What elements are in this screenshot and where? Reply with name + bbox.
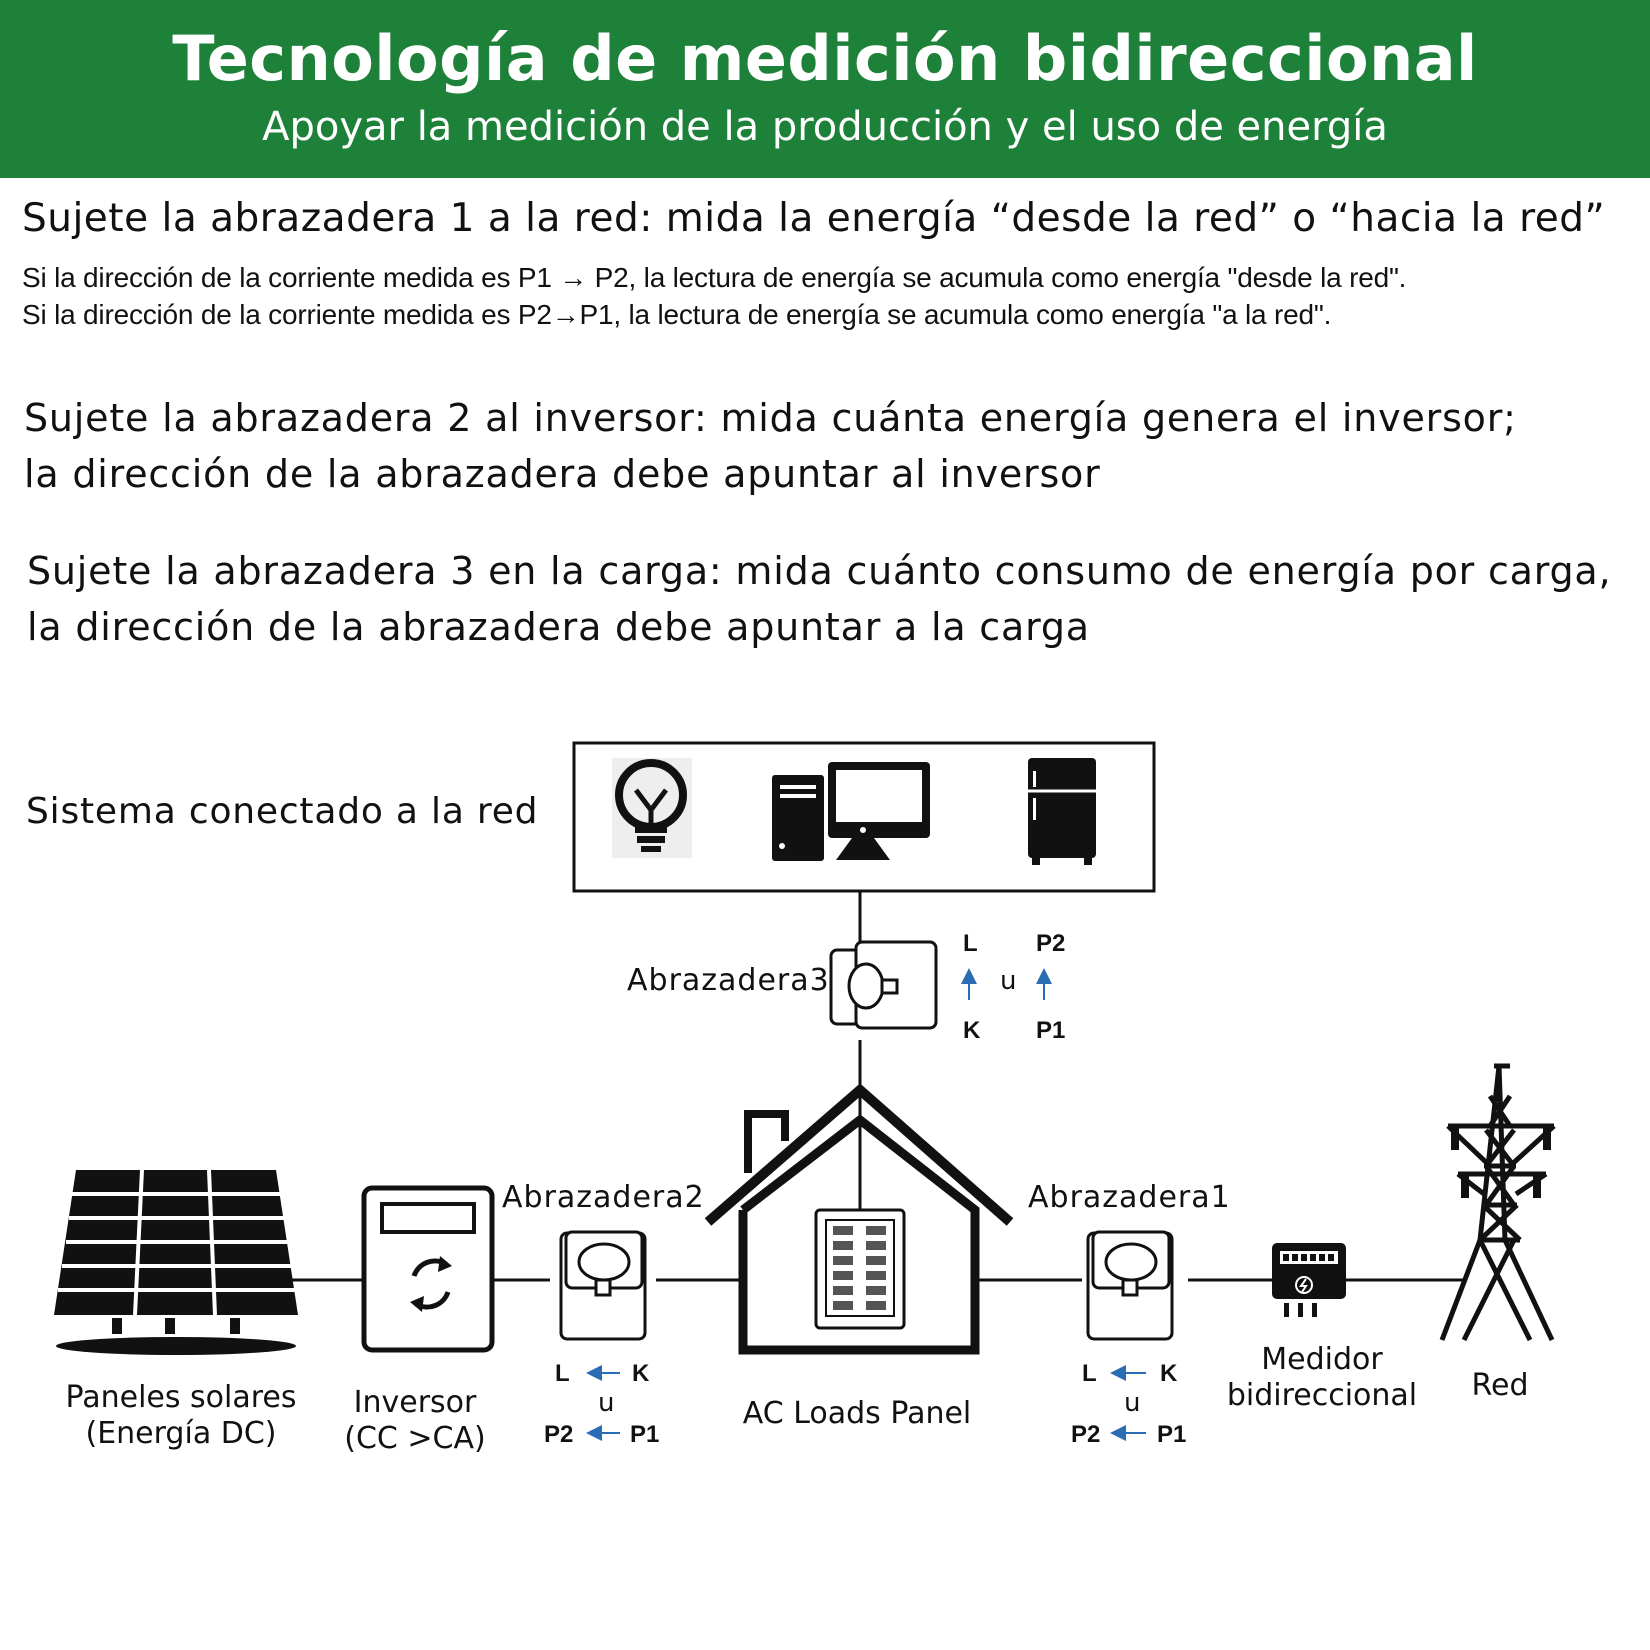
clamp3-pin-k: K <box>963 1017 981 1044</box>
solar-panels-label-line2: (Energía DC) <box>85 1416 277 1451</box>
clamp1-sensor <box>1088 1232 1172 1339</box>
page-subtitle: Apoyar la medición de la producción y el uso de energía <box>262 104 1388 150</box>
clamp2-pin-u: u <box>598 1388 615 1418</box>
clamp3-pin-l: L <box>963 930 978 957</box>
clamp2-pin-l: L <box>555 1360 570 1387</box>
clamp3-pin-p2: P2 <box>1036 930 1066 957</box>
page-title: Tecnología de medición bidireccional <box>172 22 1478 95</box>
clamp3-pin-p1: P1 <box>1036 1017 1066 1044</box>
clamp2-description-line2: la dirección de la abrazadera debe apuntar al inversor <box>24 452 1101 496</box>
grid-label: Red <box>1471 1368 1529 1403</box>
ac-loads-panel-label: AC Loads Panel <box>742 1396 972 1431</box>
clamp2-sensor <box>561 1232 645 1339</box>
clamp2-pin-k: K <box>632 1360 650 1387</box>
clamp3-pin-u: u <box>1000 966 1017 996</box>
refrigerator-icon <box>1028 758 1096 865</box>
meter-label <box>1212 1342 1432 1414</box>
clamp2-pin-p1: P1 <box>630 1421 660 1448</box>
clamp1-description-line1: Si la dirección de la corriente medida es P1 → P2, la lectura de energía se acumula como energía "desde la red". <box>22 262 1407 293</box>
solar-panels-label <box>50 1380 312 1452</box>
system-label: Sistema conectado a la red <box>26 791 539 832</box>
inverter-label <box>330 1385 500 1457</box>
inverter-icon <box>364 1188 492 1350</box>
lightbulb-icon <box>612 758 692 858</box>
clamp1-pin-u: u <box>1124 1388 1141 1418</box>
clamp2-pin-p2: P2 <box>544 1421 574 1448</box>
meter-label-line1: Medidor <box>1261 1342 1383 1377</box>
clamp1-pin-l: L <box>1082 1360 1097 1387</box>
ac-loads-panel-icon <box>816 1210 904 1328</box>
clamp1-pin-p1: P1 <box>1157 1421 1187 1448</box>
clamp3-description-line1: Sujete la abrazadera 3 en la carga: mida cuánto consumo de energía por carga, <box>27 549 1612 593</box>
clamp1-label: Abrazadera1 <box>1028 1180 1231 1215</box>
solar-panel-icon <box>54 1170 298 1355</box>
clamp1-pin-p2: P2 <box>1071 1421 1101 1448</box>
clamp3-sensor <box>831 942 936 1028</box>
transmission-tower-icon <box>1442 1066 1554 1340</box>
clamp2-description-line1: Sujete la abrazadera 2 al inversor: mida cuánta energía genera el inversor; <box>24 396 1517 440</box>
meter-label-line2: bidireccional <box>1226 1378 1418 1413</box>
clamp3-description-line2: la dirección de la abrazadera debe apuntar a la carga <box>27 605 1090 649</box>
clamp1-description-line2: Si la dirección de la corriente medida es P2→P1, la lectura de energía se acumula como energía "a la red". <box>22 299 1332 330</box>
clamp2-label: Abrazadera2 <box>502 1180 705 1215</box>
loads-box <box>574 743 1154 891</box>
inverter-label-line2: (CC >CA) <box>344 1421 486 1456</box>
bidirectional-meter-icon <box>1272 1243 1346 1317</box>
solar-panels-label-line1: Paneles solares <box>65 1380 297 1415</box>
clamp3-label: Abrazadera3 <box>627 963 830 998</box>
clamp1-heading: Sujete la abrazadera 1 a la red: mida la energía “desde la red” o “hacia la red” <box>22 196 1606 241</box>
inverter-label-line1: Inversor <box>353 1385 477 1420</box>
clamp1-pin-k: K <box>1160 1360 1178 1387</box>
